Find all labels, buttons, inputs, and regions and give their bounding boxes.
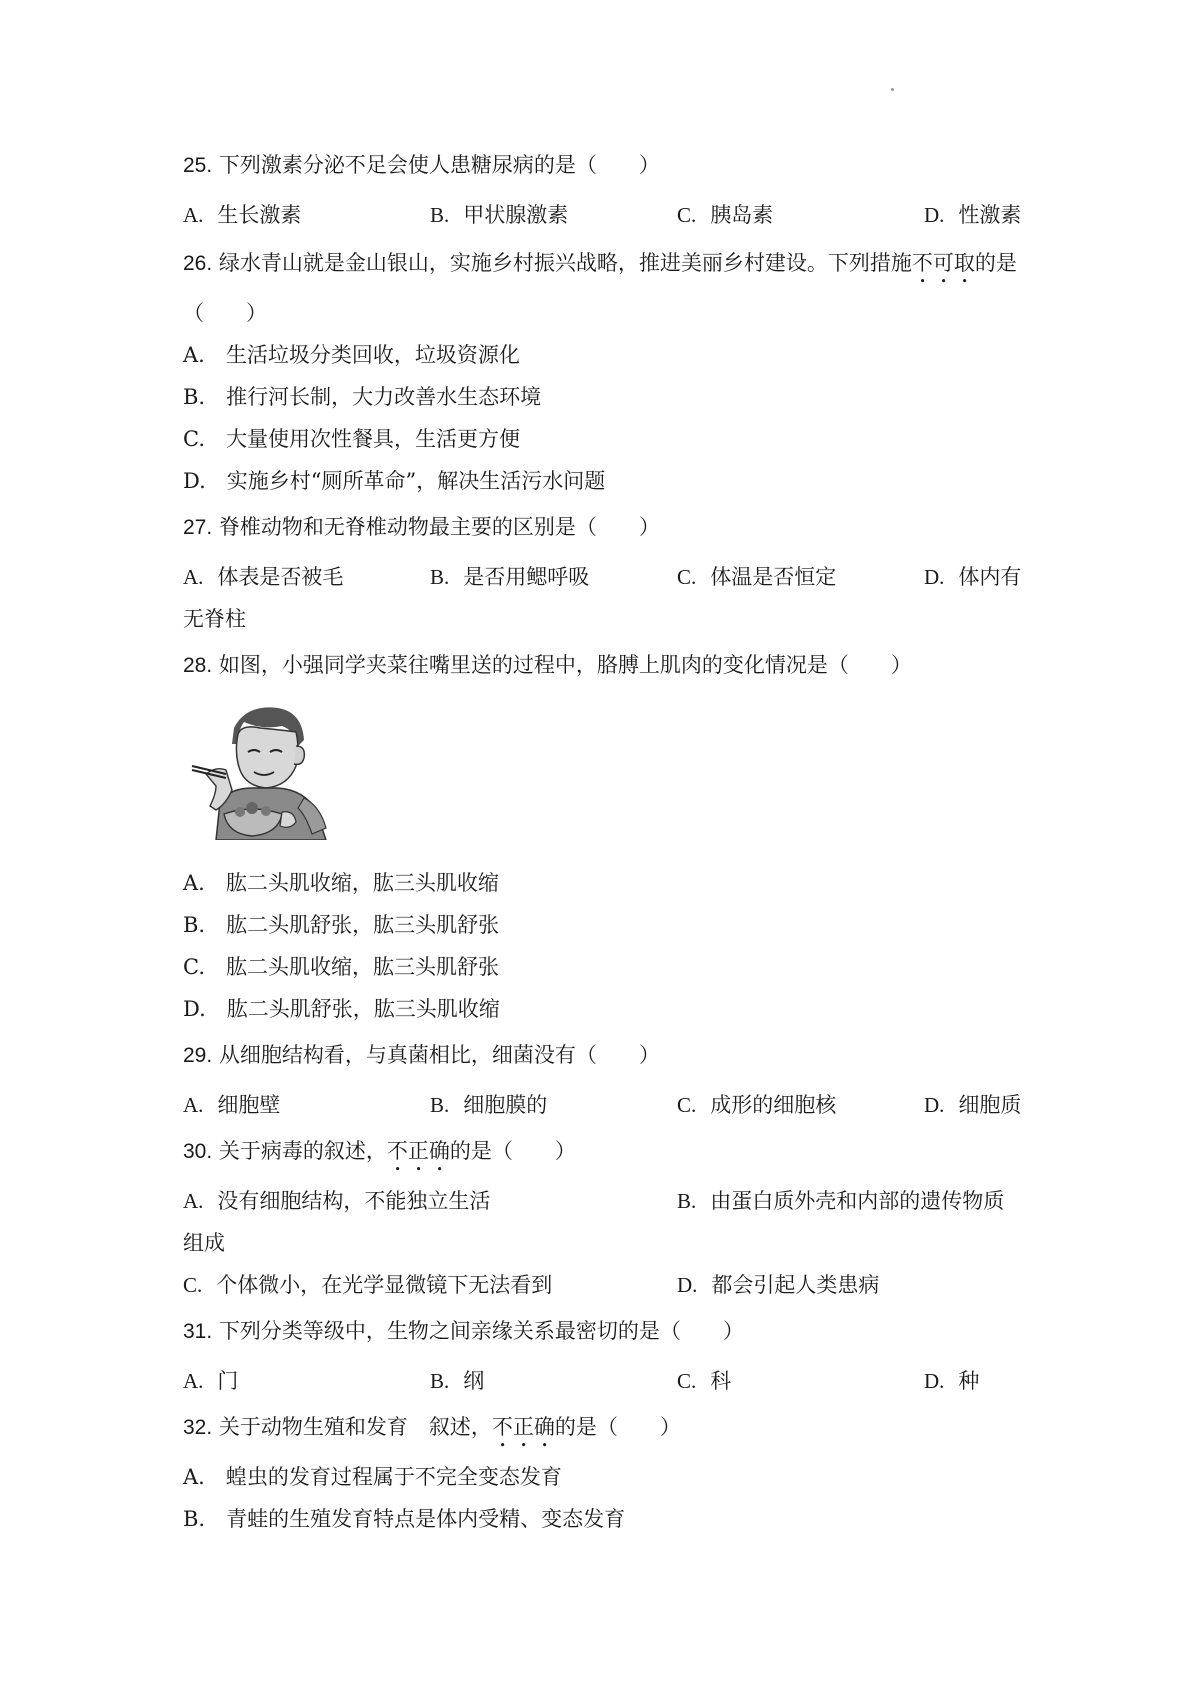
emphasis-text: 不正确 bbox=[491, 1415, 555, 1439]
question-stem-end: 的是（ ） bbox=[554, 1415, 681, 1439]
option-text: 科 bbox=[710, 1369, 732, 1393]
option-letter: D. bbox=[924, 203, 945, 227]
question-stem: 脊椎动物和无脊椎动物最主要的区别是（ ） bbox=[218, 515, 660, 539]
scan-speck bbox=[891, 88, 894, 91]
option-letter: B. bbox=[430, 203, 450, 227]
question-number: 27. bbox=[183, 516, 213, 539]
option-text: 纲 bbox=[463, 1369, 485, 1393]
option-letter: C. bbox=[677, 203, 697, 227]
question-27 bbox=[183, 512, 660, 543]
option-text: 甲状腺激素 bbox=[463, 203, 569, 227]
question-number: 26. bbox=[183, 252, 213, 275]
question-number: 32. bbox=[183, 1416, 213, 1439]
question-number: 31. bbox=[183, 1320, 213, 1343]
question-30 bbox=[183, 1136, 576, 1176]
option-letter: A. bbox=[183, 1093, 204, 1117]
option-b: B. 推行河长制，大力改善水生态环境 bbox=[183, 385, 542, 409]
option-letter: D. bbox=[924, 565, 945, 589]
option-text: 胰岛素 bbox=[710, 203, 774, 227]
question-number: 25. bbox=[183, 154, 213, 177]
option-text: 生长激素 bbox=[217, 203, 302, 227]
option-text: 都会引起人类患病 bbox=[711, 1273, 880, 1297]
question-25 bbox=[183, 150, 660, 181]
option-text: 性激素 bbox=[958, 203, 1022, 227]
question-stem: 下列激素分泌不足会使人患糖尿病的是（ ） bbox=[218, 153, 660, 177]
question-stem: 关于动物生殖和发育 bbox=[218, 1415, 408, 1439]
option-text: 细胞质 bbox=[958, 1093, 1022, 1117]
option-text: 由蛋白质外壳和内部的遗传物质 bbox=[710, 1189, 1005, 1213]
option-letter: C. bbox=[677, 1093, 697, 1117]
question-stem-end: 的是 bbox=[974, 251, 1017, 275]
question-32 bbox=[183, 1412, 681, 1452]
option-letter: A. bbox=[183, 565, 204, 589]
blank-gap bbox=[408, 1415, 429, 1439]
emphasis-text: 不正确 bbox=[386, 1139, 450, 1163]
option-text: 细胞壁 bbox=[217, 1093, 281, 1117]
question-29 bbox=[183, 1040, 660, 1071]
option-c: C. 大量使用次性餐具，生活更方便 bbox=[183, 427, 520, 451]
option-text: 没有细胞结构，不能独立生活 bbox=[217, 1189, 491, 1213]
option-a: A. 蝗虫的发育过程属于不完全变态发育 bbox=[183, 1465, 562, 1489]
wrapped-text: 组成 bbox=[183, 1231, 225, 1255]
option-text: 细胞膜的 bbox=[463, 1093, 548, 1117]
question-28 bbox=[183, 650, 912, 681]
option-letter: B. bbox=[677, 1189, 697, 1213]
question-stem-mid: 叙述， bbox=[428, 1415, 492, 1439]
boy-eating-illustration bbox=[186, 700, 331, 840]
option-d: D. 实施乡村“厕所革命”，解决生活污水问题 bbox=[183, 469, 606, 493]
option-a: A. 生活垃圾分类回收，垃圾资源化 bbox=[183, 343, 520, 367]
question-stem: 下列分类等级中，生物之间亲缘关系最密切的是（ ） bbox=[218, 1319, 744, 1343]
option-letter: D. bbox=[677, 1273, 698, 1297]
option-text: 种 bbox=[958, 1369, 980, 1393]
question-number: 28. bbox=[183, 654, 213, 677]
q26-paren bbox=[183, 298, 267, 328]
option-text: 门 bbox=[217, 1369, 239, 1393]
emphasis-text: 不可取 bbox=[911, 251, 975, 275]
question-stem: 关于病毒的叙述， bbox=[218, 1139, 387, 1163]
question-26 bbox=[183, 248, 1017, 288]
answer-blank: （ ） bbox=[183, 301, 267, 325]
wrapped-text: 无脊柱 bbox=[183, 607, 246, 631]
option-d: D. 肱二头肌舒张，肱三头肌收缩 bbox=[183, 997, 500, 1021]
option-letter: C. bbox=[677, 565, 697, 589]
option-text: 成形的细胞核 bbox=[710, 1093, 837, 1117]
question-31 bbox=[183, 1316, 744, 1347]
option-text: 个体微小，在光学显微镜下无法看到 bbox=[216, 1273, 553, 1297]
option-text: 体温是否恒定 bbox=[710, 565, 837, 589]
option-letter: B. bbox=[430, 1093, 450, 1117]
option-letter: B. bbox=[430, 1369, 450, 1393]
option-c: C. 肱二头肌收缩，肱三头肌舒张 bbox=[183, 955, 499, 979]
option-letter: C. bbox=[183, 1273, 203, 1297]
question-stem: 绿水青山就是金山银山，实施乡村振兴战略，推进美丽乡村建设。下列措施 bbox=[218, 251, 912, 275]
question-stem-end: 的是（ ） bbox=[449, 1139, 576, 1163]
option-text: 体表是否被毛 bbox=[217, 565, 344, 589]
option-letter: C. bbox=[677, 1369, 697, 1393]
option-b: B. 青蛙的生殖发育特点是体内受精、变态发育 bbox=[183, 1507, 626, 1531]
option-letter: A. bbox=[183, 1369, 204, 1393]
option-letter: D. bbox=[924, 1369, 945, 1393]
question-number: 29. bbox=[183, 1044, 213, 1067]
option-letter: A. bbox=[183, 1189, 204, 1213]
option-text: 是否用鳃呼吸 bbox=[463, 565, 590, 589]
option-letter: A. bbox=[183, 203, 204, 227]
option-letter: D. bbox=[924, 1093, 945, 1117]
question-stem: 从细胞结构看，与真菌相比，细菌没有（ ） bbox=[218, 1043, 660, 1067]
option-letter: B. bbox=[430, 565, 450, 589]
question-number: 30. bbox=[183, 1140, 213, 1163]
option-b: B. 肱二头肌舒张，肱三头肌舒张 bbox=[183, 913, 500, 937]
option-a: A. 肱二头肌收缩，肱三头肌收缩 bbox=[183, 871, 499, 895]
question-stem: 如图，小强同学夹菜往嘴里送的过程中，胳膊上肌肉的变化情况是（ ） bbox=[218, 653, 912, 677]
option-text: 体内有 bbox=[958, 565, 1022, 589]
